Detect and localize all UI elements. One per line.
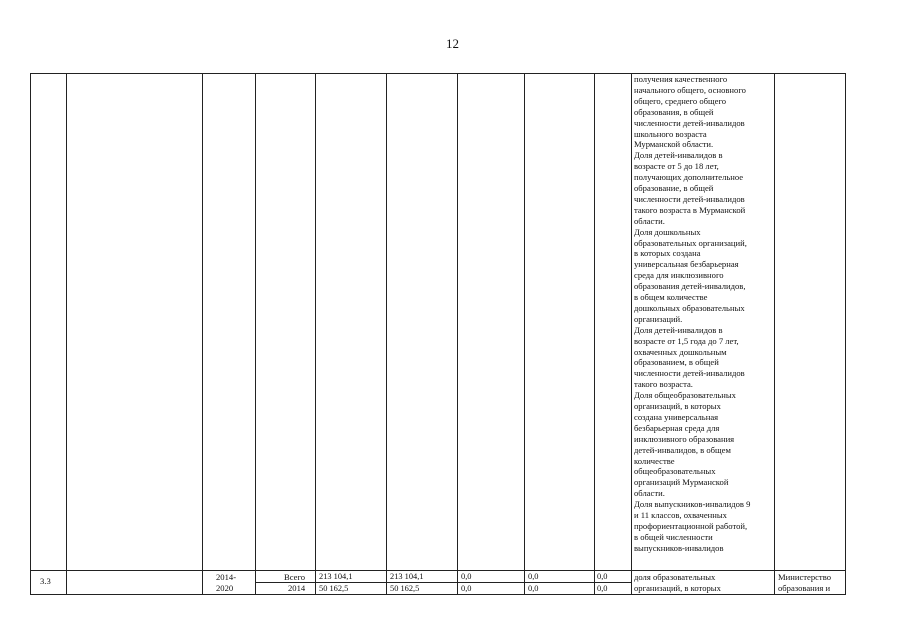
period-start: 2014-: [216, 572, 237, 582]
description-line: охваченных дошкольным: [634, 346, 727, 357]
funding-total: 50 162,5: [319, 584, 349, 593]
funding-value: 0,0: [461, 584, 472, 593]
column-divider: [202, 73, 203, 595]
period-end: 2020: [216, 583, 234, 593]
description-line: начального общего, основного: [634, 84, 746, 95]
description-line: в общей численности: [634, 531, 713, 542]
page-number: 12: [446, 36, 459, 51]
column-divider: [255, 73, 256, 595]
description-line: универсальная безбарьерная: [634, 259, 739, 270]
description-line: среда для инклюзивного: [634, 270, 724, 281]
column-divider: [386, 73, 387, 595]
funding-value: 213 104,1: [390, 572, 424, 581]
funding-label: Всего: [284, 572, 306, 582]
description-line: численности детей-инвалидов: [634, 193, 745, 204]
description-line: Доля дошкольных: [634, 226, 701, 237]
column-divider: [594, 73, 595, 595]
funding-value: 0,0: [528, 584, 539, 593]
description-line: выпускников-инвалидов: [634, 542, 724, 553]
description-line: Доля общеобразовательных: [634, 390, 736, 401]
description-line: в которых создана: [634, 248, 701, 259]
column-divider: [66, 73, 67, 595]
description-line: Доля детей-инвалидов в: [634, 150, 723, 161]
description-line: создана универсальная: [634, 411, 719, 422]
description-line: численности детей-инвалидов: [634, 117, 745, 128]
table-border-left: [30, 73, 31, 595]
column-divider: [457, 73, 458, 595]
indicator-text: доля образовательных: [634, 572, 716, 582]
description-line: получающих дополнительное: [634, 172, 744, 183]
funding-value: 0,0: [461, 572, 472, 581]
description-line: количестве: [634, 455, 675, 466]
description-line: такого возраста.: [634, 379, 693, 390]
table-border-right: [845, 73, 846, 595]
description-line: инклюзивного образования: [634, 433, 735, 444]
subrow-divider: [255, 582, 631, 583]
description-line: образованием, в общей: [634, 357, 719, 368]
funding-label: 2014: [288, 583, 306, 593]
description-line: и 11 классов, охваченных: [634, 510, 727, 520]
description-line: образование, в общей: [634, 183, 714, 193]
description-line: получения качественного: [634, 74, 728, 84]
funding-value: 0,0: [528, 572, 539, 581]
executor-text: Министерство: [778, 572, 831, 582]
funding-value: 0,0: [597, 584, 608, 593]
description-line: возрасте от 5 до 18 лет,: [634, 161, 719, 172]
column-divider: [774, 73, 775, 595]
description-line: области.: [634, 215, 665, 226]
description-line: организаций Мурманской: [634, 477, 729, 488]
description-line: организаций, в которых: [634, 401, 721, 411]
description-line: области.: [634, 488, 665, 499]
description-line: образования, в общей: [634, 106, 714, 117]
executor-text: образования и: [778, 583, 831, 593]
row-divider: [30, 570, 846, 571]
description-line: Мурманской области.: [634, 139, 714, 150]
description-line: безбарьерная среда для: [634, 422, 720, 433]
row-number: 3.3: [40, 576, 51, 586]
description-line: Доля детей-инвалидов в: [634, 324, 723, 335]
funding-value: 0,0: [597, 572, 608, 581]
description-line: организаций.: [634, 313, 683, 324]
column-divider: [524, 73, 525, 595]
table-border-bottom: [30, 594, 846, 595]
description-line: профориентационной работой,: [634, 520, 748, 531]
indicator-text: организаций, в которых: [634, 583, 721, 593]
description-line: такого возраста в Мурманской: [634, 204, 746, 215]
description-line: образовательных организаций,: [634, 237, 747, 248]
description-line: образования детей-инвалидов,: [634, 281, 746, 292]
column-divider: [631, 73, 632, 595]
funding-value: 50 162,5: [390, 584, 420, 593]
description-line: детей-инвалидов, в общем: [634, 444, 731, 455]
description-line: в общем количестве: [634, 292, 708, 302]
description-line: возрасте от 1,5 года до 7 лет,: [634, 335, 739, 346]
program-table: [30, 73, 846, 595]
description-line: численности детей-инвалидов: [634, 368, 745, 379]
description-line: школьного возраста: [634, 128, 707, 139]
description-line: дошкольных образовательных: [634, 302, 745, 313]
description-line: общего, среднего общего: [634, 95, 727, 106]
funding-total: 213 104,1: [319, 572, 353, 581]
description-line: Доля выпускников-инвалидов 9: [634, 499, 751, 510]
description-line: общеобразовательных: [634, 466, 716, 477]
column-divider: [315, 73, 316, 595]
